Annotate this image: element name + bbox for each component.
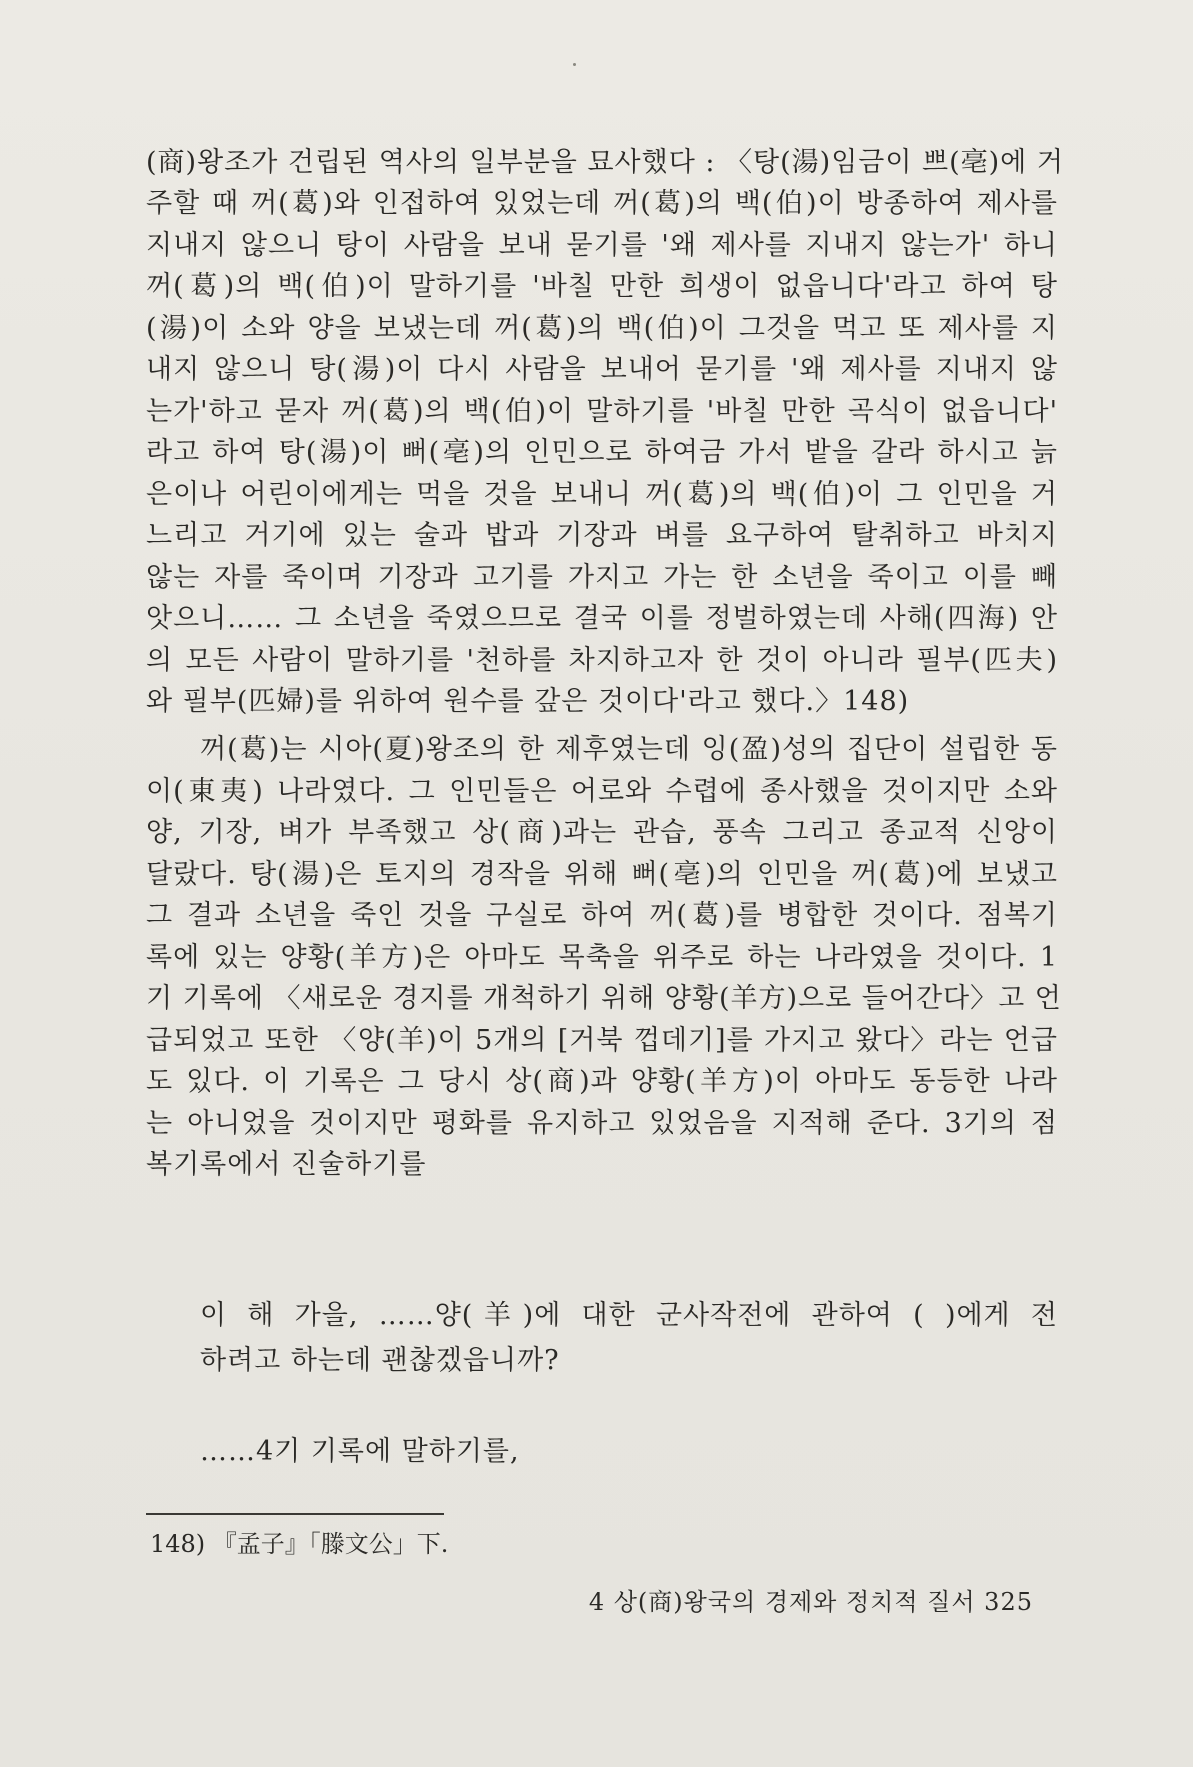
- body-line: 는가'하고 묻자 꺼(葛)의 백(伯)이 말하기를 '바칠 만한 곡식이 없읍니다': [146, 396, 1058, 427]
- body-line: 느리고 거기에 있는 술과 밥과 기장과 벼를 요구하여 탈취하고 바치지: [146, 520, 1058, 551]
- quote-line: 이 해 가을, ……양(羊)에 대한 군사작전에 관하여 ( )에게 전: [200, 1300, 1058, 1331]
- paragraph-first-line: 꺼(葛)는 시아(夏)왕조의 한 제후였는데 잉(盈)성의 집단이 설립한 동: [200, 734, 1058, 765]
- body-line: 꺼(葛)의 백(伯)이 말하기를 '바칠 만한 희생이 없읍니다'라고 하여 탕: [146, 271, 1058, 302]
- body-line: 않는 자를 죽이며 기장과 고기를 가지고 가는 한 소년을 죽이고 이를 빼: [146, 562, 1058, 593]
- body-line: 지내지 않으니 탕이 사람을 보내 묻기를 '왜 제사를 지내지 않는가' 하니: [146, 230, 1058, 261]
- body-line: 의 모든 사람이 말하기를 '천하를 차지하고자 한 것이 아니라 필부(匹夫): [146, 645, 1058, 676]
- body-line: 은이나 어린이에게는 먹을 것을 보내니 꺼(葛)의 백(伯)이 그 인민을 거: [146, 479, 1058, 510]
- body-line: 도 있다. 이 기록은 그 당시 상(商)과 양황(羊方)이 아마도 동등한 나라: [146, 1066, 1058, 1097]
- body-line: 와 필부(匹婦)를 위하여 원수를 갚은 것이다'라고 했다.〉148): [146, 686, 910, 717]
- footnote-rule: [146, 1513, 444, 1515]
- footnote: 148) 『孟子』「滕文公」下.: [150, 1530, 449, 1558]
- body-line: (商)왕조가 건립된 역사의 일부분을 묘사했다 : 〈탕(湯)임금이 쁘(亳)에 거: [146, 147, 1064, 178]
- body-line: 양, 기장, 벼가 부족했고 상(商)과는 관습, 풍속 그리고 종교적 신앙이: [146, 817, 1058, 848]
- body-line: 내지 않으니 탕(湯)이 다시 사람을 보내어 묻기를 '왜 제사를 지내지 않: [146, 354, 1058, 385]
- body-line: 는 아니었을 것이지만 평화를 유지하고 있었음을 지적해 준다. 3기의 점: [146, 1108, 1058, 1139]
- page-speck: [573, 63, 576, 66]
- quote-line: ……4기 기록에 말하기를,: [200, 1436, 520, 1467]
- body-line: (湯)이 소와 양을 보냈는데 꺼(葛)의 백(伯)이 그것을 먹고 또 제사를 지: [146, 313, 1058, 344]
- body-line: 록에 있는 양황(羊方)은 아마도 목축을 위주로 하는 나라였을 것이다. 1: [146, 942, 1058, 973]
- body-line: 복기록에서 진술하기를: [146, 1149, 427, 1180]
- quote-line: 하려고 하는데 괜찮겠읍니까?: [200, 1345, 560, 1376]
- running-footer: 4 상(商)왕국의 경제와 정치적 질서 325: [588, 1588, 1033, 1616]
- body-line: 급되었고 또한 〈양(羊)이 5개의 [거북 껍데기]를 가지고 왔다〉라는 언급: [146, 1025, 1058, 1056]
- body-line: 앗으니…… 그 소년을 죽였으므로 결국 이를 정벌하였는데 사해(四海) 안: [146, 603, 1058, 634]
- body-line: 그 결과 소년을 죽인 것을 구실로 하여 꺼(葛)를 병합한 것이다. 점복기: [146, 900, 1058, 931]
- body-line: 라고 하여 탕(湯)이 뻐(亳)의 인민으로 하여금 가서 밭을 갈라 하시고 늙: [146, 437, 1058, 468]
- body-line: 주할 때 꺼(葛)와 인접하여 있었는데 꺼(葛)의 백(伯)이 방종하여 제사를: [146, 188, 1058, 219]
- body-line: 기 기록에 〈새로운 경지를 개척하기 위해 양황(羊方)으로 들어간다〉고 언: [146, 983, 1062, 1014]
- body-line: 달랐다. 탕(湯)은 토지의 경작을 위해 뻐(亳)의 인민을 꺼(葛)에 보냈고: [146, 859, 1058, 890]
- body-line: 이(東夷) 나라였다. 그 인민들은 어로와 수렵에 종사했을 것이지만 소와: [146, 776, 1058, 807]
